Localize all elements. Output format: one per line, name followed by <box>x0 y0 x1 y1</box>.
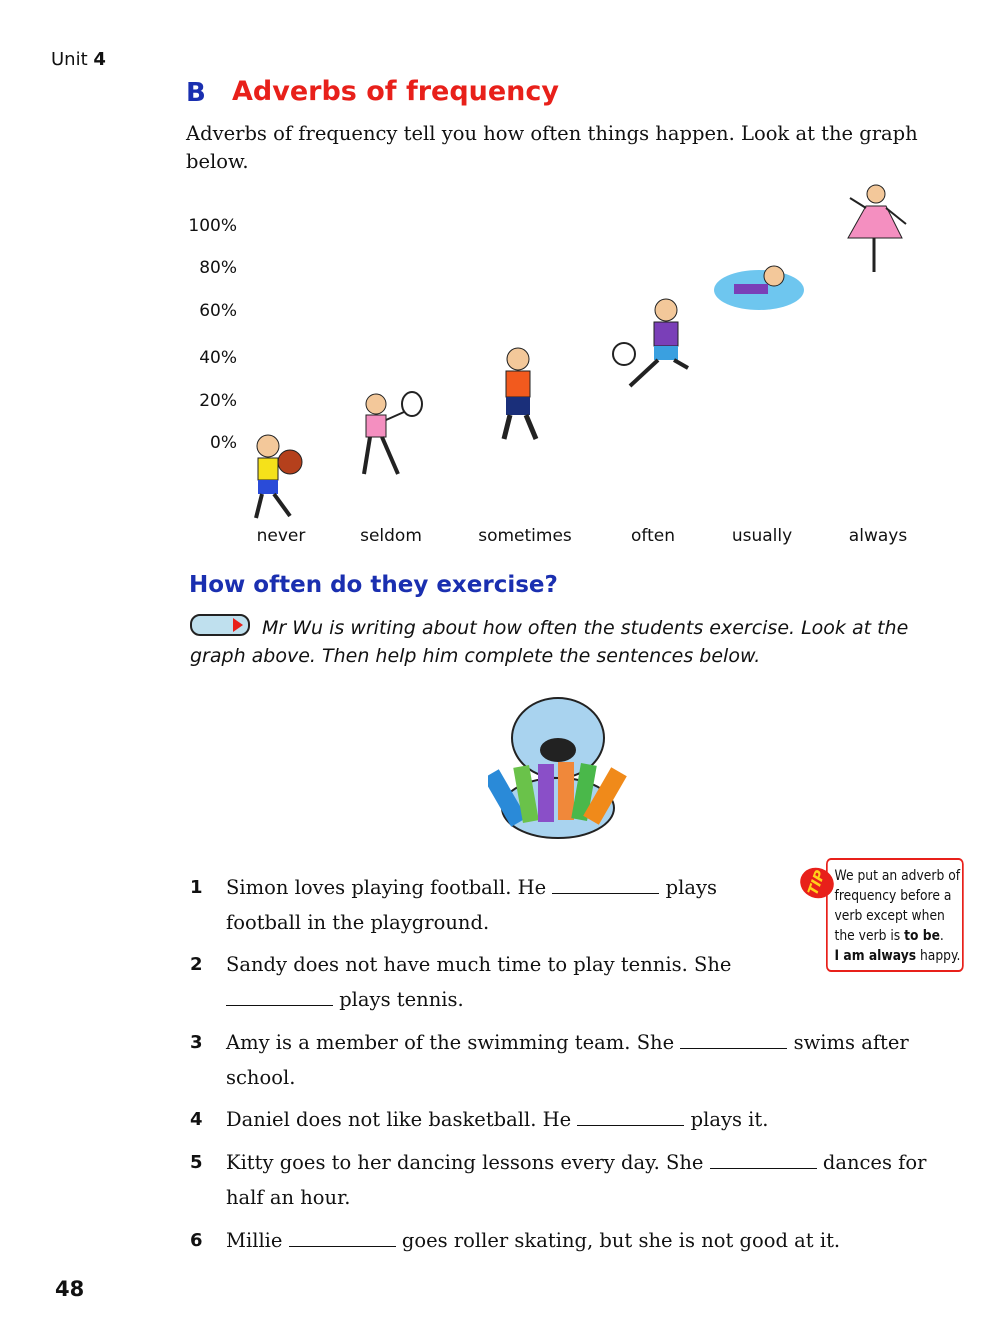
answer-blank-1[interactable] <box>552 875 659 894</box>
answer-blank-5[interactable] <box>710 1150 817 1169</box>
question-6: 6 Millie goes roller skating, but she is not good at it. <box>190 1229 841 1252</box>
unit-label: Unit 4 <box>51 49 106 70</box>
girl-tennis-illustration <box>354 390 426 482</box>
section-title: Adverbs of frequency <box>232 76 560 107</box>
question-4: 4 Daniel does not like basketball. He plays it. <box>190 1108 769 1131</box>
page-number: 48 <box>55 1277 85 1301</box>
listen-pill-icon <box>190 614 250 636</box>
tip-badge: TIP <box>796 863 838 903</box>
y-label: 20% <box>199 391 237 411</box>
x-label: always <box>848 526 908 546</box>
exercise-title: How often do they exercise? <box>189 572 558 598</box>
x-label: sometimes <box>478 526 572 546</box>
y-label: 40% <box>199 348 237 368</box>
girl-swimming-illustration <box>712 256 806 314</box>
boy-football-illustration <box>610 296 694 392</box>
question-2: 2 Sandy does not have much time to play tennis. She plays tennis. <box>190 953 732 1011</box>
y-label: 0% <box>210 433 237 453</box>
y-label: 60% <box>199 301 237 321</box>
y-label: 100% <box>188 216 237 236</box>
intro-text: Adverbs of frequency tell you how often things happen. Look at the graph below. <box>186 122 918 173</box>
answer-blank-4[interactable] <box>577 1107 684 1126</box>
x-label: never <box>256 526 306 546</box>
boy-roller-skating-illustration <box>478 345 552 445</box>
section-letter: B <box>186 78 206 108</box>
y-label: 80% <box>199 258 237 278</box>
girl-dancing-illustration <box>840 184 910 278</box>
dog-with-books-illustration <box>488 688 630 840</box>
instruction: Mr Wu is writing about how often the students exercise. Look at the graph above. Then help him complete the sentences below. <box>190 614 950 670</box>
boy-basketball-illustration <box>250 432 306 524</box>
x-label: seldom <box>360 526 422 546</box>
answer-blank-6[interactable] <box>289 1228 396 1247</box>
question-3: 3 Amy is a member of the swimming team. She swims after school. <box>190 1031 909 1089</box>
answer-blank-2[interactable] <box>226 987 333 1006</box>
x-label: usually <box>731 526 793 546</box>
x-label: often <box>631 526 675 546</box>
question-5: 5 Kitty goes to her dancing lessons every day. She dances for half an hour. <box>190 1151 927 1209</box>
answer-blank-3[interactable] <box>680 1030 787 1049</box>
tip-box: We put an adverb of frequency before a verb except when the verb is to be. I am always happy. <box>826 858 964 972</box>
question-1: 1 Simon loves playing football. He plays football in the playground. <box>190 876 717 934</box>
